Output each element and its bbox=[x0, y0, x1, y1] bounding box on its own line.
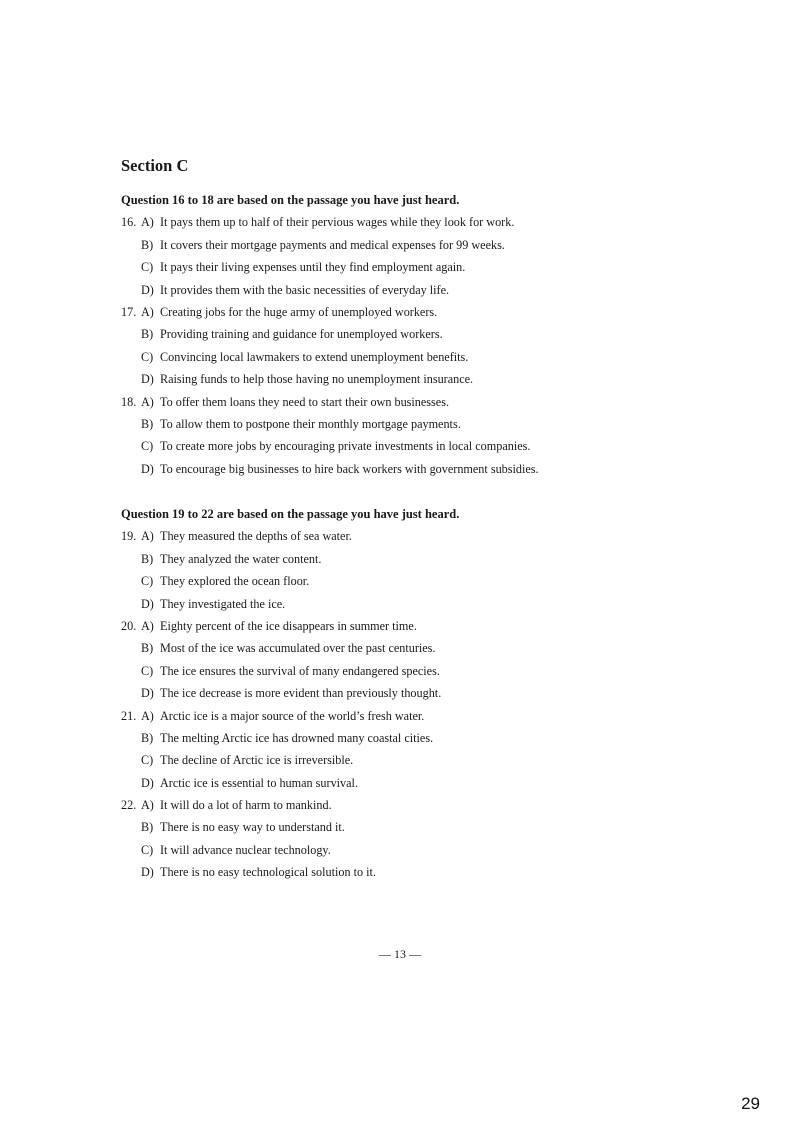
question-16-option-a bbox=[121, 211, 741, 233]
question-20-option-a bbox=[121, 615, 741, 637]
option-text: Arctic ice is essential to human survival. bbox=[160, 775, 358, 790]
option-text: Convincing local lawmakers to extend unemployment benefits. bbox=[160, 349, 469, 364]
question-16-option-c bbox=[121, 256, 741, 278]
option-letter: D) bbox=[141, 775, 154, 790]
section-title: Section C bbox=[121, 156, 189, 175]
question-19-option-d bbox=[121, 593, 741, 615]
option-text: It covers their mortgage payments and medical expenses for 99 weeks. bbox=[160, 237, 505, 252]
question-20-option-d bbox=[121, 682, 741, 704]
question-number: 18. bbox=[121, 394, 137, 409]
question-20-option-c bbox=[121, 660, 741, 682]
question-20-option-b bbox=[121, 637, 741, 659]
question-19-option-a bbox=[121, 525, 741, 547]
question-17-option-c bbox=[121, 346, 741, 368]
question-17-option-d bbox=[121, 368, 741, 390]
option-letter: A) bbox=[141, 394, 154, 409]
option-text: Creating jobs for the huge army of unemployed workers. bbox=[160, 304, 438, 319]
question-19-option-c bbox=[121, 570, 741, 592]
question-21-option-a bbox=[121, 705, 741, 727]
question-21-option-d bbox=[121, 772, 741, 794]
option-letter: B) bbox=[141, 641, 154, 656]
option-text: They explored the ocean floor. bbox=[160, 574, 310, 589]
option-letter: B) bbox=[141, 237, 154, 252]
page-number-footer: — 13 — bbox=[379, 947, 421, 961]
option-letter: C) bbox=[141, 663, 154, 678]
option-letter: C) bbox=[141, 439, 154, 454]
question-number: 20. bbox=[121, 618, 137, 633]
option-letter: B) bbox=[141, 416, 154, 431]
option-text: To allow them to postpone their monthly mortgage payments. bbox=[160, 416, 461, 431]
option-text: Eighty percent of the ice disappears in summer time. bbox=[160, 618, 417, 633]
option-letter: C) bbox=[141, 260, 154, 275]
option-text: It will advance nuclear technology. bbox=[160, 842, 331, 857]
option-letter: A) bbox=[141, 215, 154, 230]
question-22-option-c bbox=[121, 839, 741, 861]
question-22-option-d bbox=[121, 861, 741, 883]
option-letter: C) bbox=[141, 574, 154, 589]
option-text: It will do a lot of harm to mankind. bbox=[160, 798, 332, 813]
option-text: There is no easy technological solution to it. bbox=[160, 865, 376, 880]
question-21-option-c bbox=[121, 749, 741, 771]
option-letter: D) bbox=[141, 596, 154, 611]
option-text: It pays them up to half of their pervious wages while they look for work. bbox=[160, 215, 515, 230]
group-heading: Question 16 to 18 are based on the passage you have just heard. bbox=[121, 193, 460, 207]
option-text: To encourage big businesses to hire back workers with government subsidies. bbox=[160, 461, 539, 476]
option-text: They measured the depths of sea water. bbox=[160, 529, 352, 544]
option-letter: A) bbox=[141, 708, 154, 723]
option-letter: C) bbox=[141, 349, 154, 364]
question-22-option-a bbox=[121, 794, 741, 816]
option-text: It pays their living expenses until they find employment again. bbox=[160, 260, 466, 275]
option-letter: C) bbox=[141, 842, 154, 857]
option-letter: D) bbox=[141, 461, 154, 476]
option-text: There is no easy way to understand it. bbox=[160, 820, 345, 835]
question-number: 17. bbox=[121, 304, 137, 319]
question-21-option-b bbox=[121, 727, 741, 749]
option-text: To offer them loans they need to start their own businesses. bbox=[160, 394, 449, 409]
option-text: The ice ensures the survival of many endangered species. bbox=[160, 663, 440, 678]
question-number: 22. bbox=[121, 798, 137, 813]
option-letter: C) bbox=[141, 753, 154, 768]
option-letter: B) bbox=[141, 551, 154, 566]
option-letter: A) bbox=[141, 529, 154, 544]
question-group-16-18 bbox=[121, 189, 741, 480]
option-text: The decline of Arctic ice is irreversible. bbox=[160, 753, 354, 768]
option-text: They analyzed the water content. bbox=[160, 551, 322, 566]
question-17-option-a bbox=[121, 301, 741, 323]
option-letter: A) bbox=[141, 618, 154, 633]
option-letter: A) bbox=[141, 798, 154, 813]
option-letter: A) bbox=[141, 304, 154, 319]
option-text: The melting Arctic ice has drowned many coastal cities. bbox=[160, 730, 434, 745]
question-16-option-d bbox=[121, 279, 741, 301]
question-18-option-d bbox=[121, 458, 741, 480]
option-text: Arctic ice is a major source of the world’s fresh water. bbox=[160, 708, 425, 723]
option-text: It provides them with the basic necessities of everyday life. bbox=[160, 282, 450, 297]
question-18-option-b bbox=[121, 413, 741, 435]
option-letter: D) bbox=[141, 686, 154, 701]
question-16-option-b bbox=[121, 234, 741, 256]
question-group-19-22 bbox=[121, 503, 741, 884]
group-heading: Question 19 to 22 are based on the passage you have just heard. bbox=[121, 507, 460, 521]
question-number: 19. bbox=[121, 529, 137, 544]
question-number: 16. bbox=[121, 215, 137, 230]
option-text: Most of the ice was accumulated over the past centuries. bbox=[160, 641, 436, 656]
question-22-option-b bbox=[121, 816, 741, 838]
option-text: Raising funds to help those having no unemployment insurance. bbox=[160, 372, 474, 387]
sheet-number: 29 bbox=[741, 1094, 760, 1113]
option-letter: B) bbox=[141, 327, 154, 342]
option-letter: D) bbox=[141, 282, 154, 297]
question-17-option-b bbox=[121, 323, 741, 345]
option-text: To create more jobs by encouraging private investments in local companies. bbox=[160, 439, 531, 454]
option-letter: D) bbox=[141, 865, 154, 880]
option-text: Providing training and guidance for unemployed workers. bbox=[160, 327, 443, 342]
question-number: 21. bbox=[121, 708, 137, 723]
option-text: They investigated the ice. bbox=[160, 596, 286, 611]
question-18-option-a bbox=[121, 391, 741, 413]
option-letter: B) bbox=[141, 730, 154, 745]
option-letter: D) bbox=[141, 372, 154, 387]
question-19-option-b bbox=[121, 548, 741, 570]
question-18-option-c bbox=[121, 435, 741, 457]
option-letter: B) bbox=[141, 820, 154, 835]
option-text: The ice decrease is more evident than previously thought. bbox=[160, 686, 442, 701]
